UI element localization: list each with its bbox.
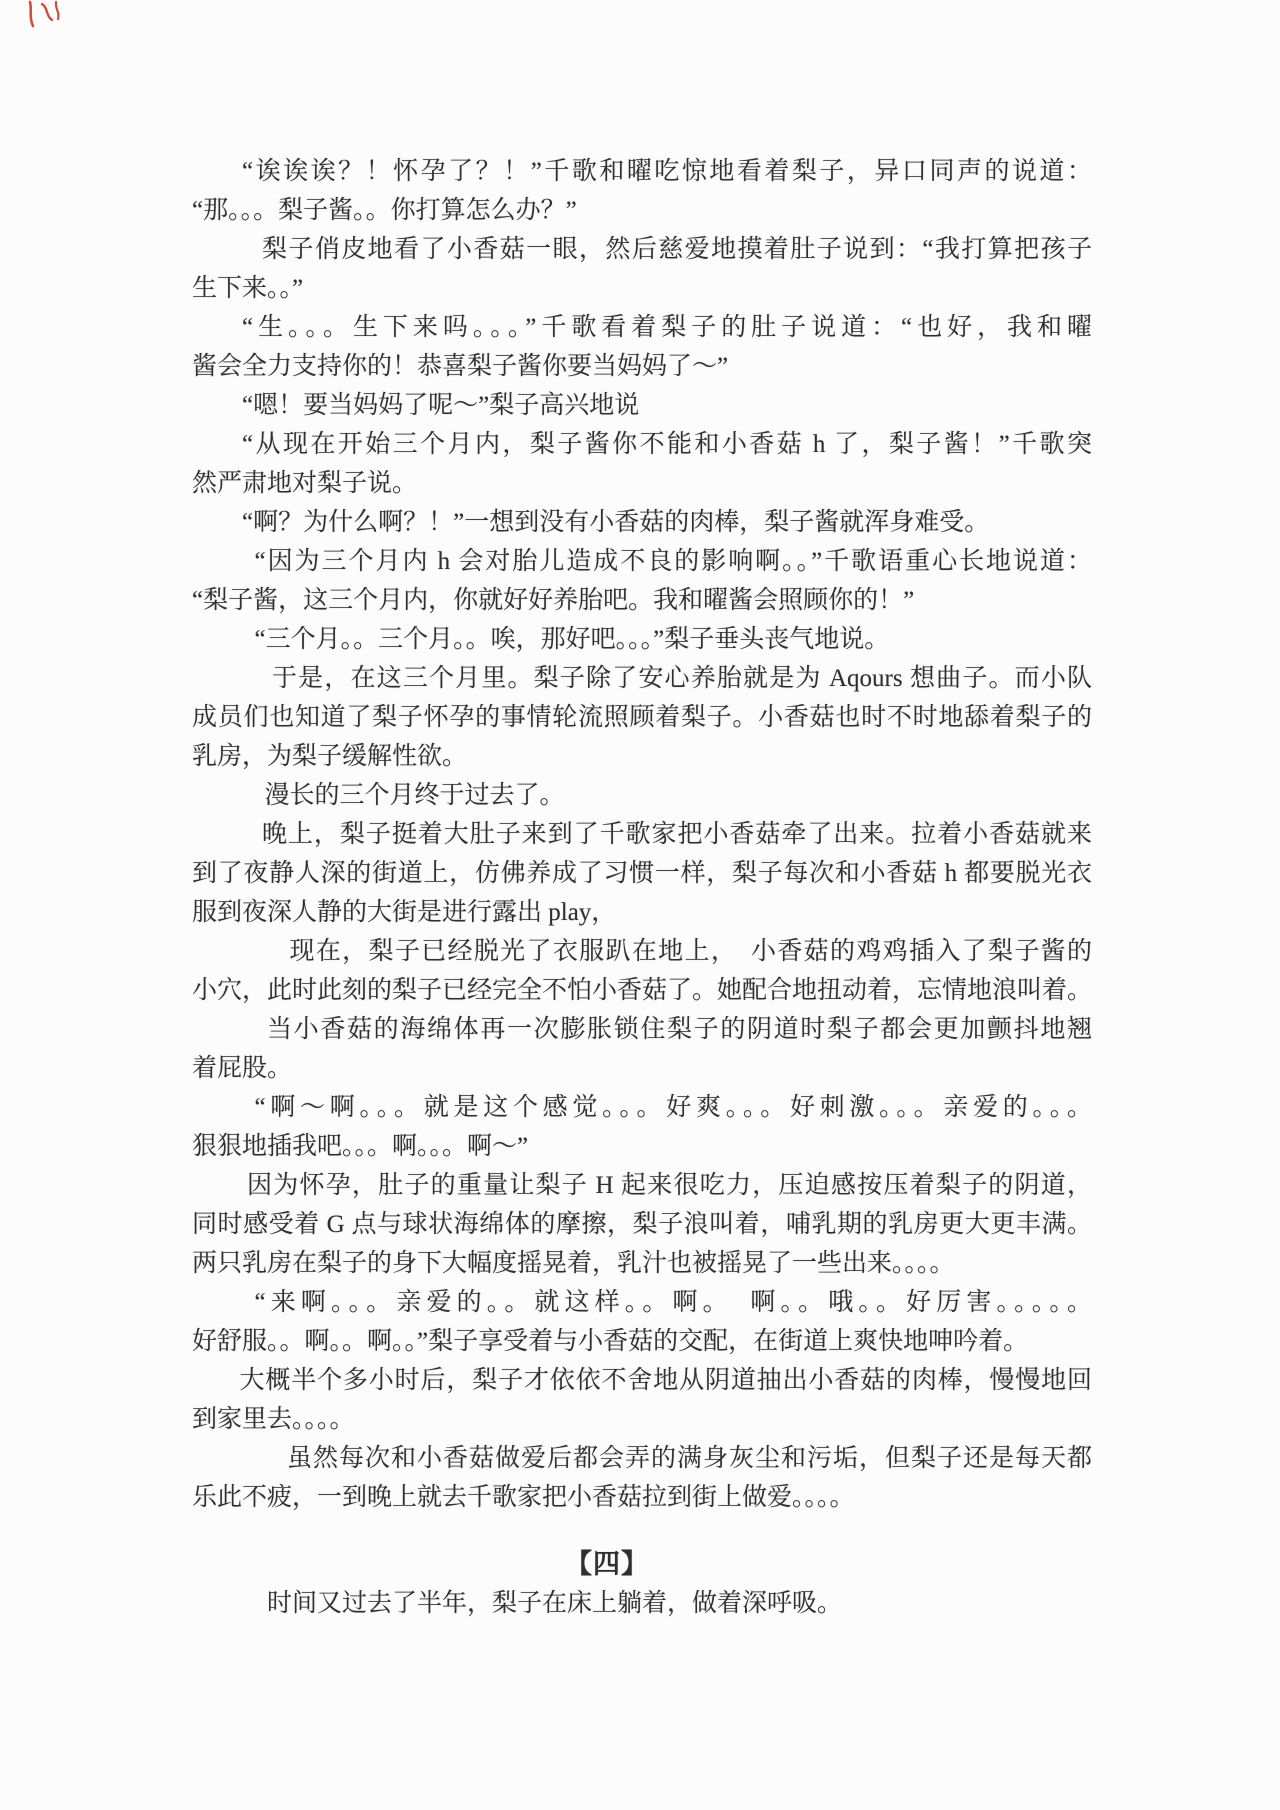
text-line: 同时感受着 G 点与球状海绵体的摩擦，梨子浪叫着，哺乳期的乳房更大更丰满。 bbox=[192, 1211, 1092, 1238]
text-line: 成员们也知道了梨子怀孕的事情轮流照顾着梨子。小香菇也时不时地舔着梨子的 bbox=[192, 704, 1092, 731]
text-line: 酱会全力支持你的！恭喜梨子酱你要当妈妈了～” bbox=[192, 353, 729, 380]
text-line: “那。。。梨子酱。。你打算怎么办？” bbox=[192, 197, 577, 224]
text-line: “来啊。。。亲爱的。。就这样。。啊。 啊。。哦。。好厉害。。。。。 bbox=[254, 1289, 1092, 1316]
text-line: 服到夜深人静的大街是进行露出 play， bbox=[192, 899, 617, 926]
text-line: “生。。。生下来吗。。。”千歌看着梨子的肚子说道：“也好，我和曜 bbox=[242, 314, 1092, 341]
text-line: 虽然每次和小香菇做爱后都会弄的满身灰尘和污垢，但梨子还是每天都 bbox=[287, 1445, 1092, 1472]
text-line: 小穴，此时此刻的梨子已经完全不怕小香菇了。她配合地扭动着，忘情地浪叫着。 bbox=[192, 977, 1093, 1004]
text-line: 着屁股。 bbox=[192, 1055, 293, 1082]
text-line: 晚上，梨子挺着大肚子来到了千歌家把小香菇牵了出来。拉着小香菇就来 bbox=[262, 821, 1092, 848]
text-line: 到家里去。。。。 bbox=[192, 1406, 355, 1433]
text-line: 梨子俏皮地看了小香菇一眼，然后慈爱地摸着肚子说到：“我打算把孩子 bbox=[262, 236, 1092, 263]
text-line: “三个月。。三个月。。唉，那好吧。。。”梨子垂头丧气地说。 bbox=[254, 626, 890, 653]
text-line: 于是，在这三个月里。梨子除了安心养胎就是为 Aqours 想曲子。而小队 bbox=[272, 665, 1092, 692]
text-line: 现在，梨子已经脱光了衣服趴在地上， 小香菇的鸡鸡插入了梨子酱的 bbox=[289, 938, 1092, 965]
red-pen-mark bbox=[22, 0, 76, 36]
text-line: 好舒服。。啊。。啊。。”梨子享受着与小香菇的交配，在街道上爽快地呻吟着。 bbox=[192, 1328, 1029, 1355]
text-line: “诶诶诶？！怀孕了？！”千歌和曜吃惊地看着梨子，异口同声的说道： bbox=[242, 158, 1092, 185]
text-line: “啊？为什么啊？！”一想到没有小香菇的肉棒，梨子酱就浑身难受。 bbox=[242, 509, 990, 536]
text-line: 漫长的三个月终于过去了。 bbox=[264, 782, 565, 809]
text-line: “梨子酱，这三个月内，你就好好养胎吧。我和曜酱会照顾你的！” bbox=[192, 587, 915, 614]
document-body bbox=[192, 152, 1092, 1623]
text-line: “啊～啊。。。就是这个感觉。。。好爽。。。好刺激。。。亲爱的。。。 bbox=[254, 1094, 1092, 1121]
text-line: 生下来。。” bbox=[192, 275, 304, 302]
text-line: 当小香菇的海绵体再一次膨胀锁住梨子的阴道时梨子都会更加颤抖地翘 bbox=[267, 1016, 1092, 1043]
section-heading: 【四】 bbox=[565, 1549, 649, 1579]
text-line: 时间又过去了半年，梨子在床上躺着，做着深呼吸。 bbox=[267, 1590, 843, 1617]
text-line: 因为怀孕，肚子的重量让梨子 H 起来很吃力，压迫感按压着梨子的阴道， bbox=[247, 1172, 1092, 1199]
text-line: 到了夜静人深的街道上，仿佛养成了习惯一样，梨子每次和小香菇 h 都要脱光衣 bbox=[192, 860, 1092, 887]
text-line: “从现在开始三个月内，梨子酱你不能和小香菇 h 了，梨子酱！”千歌突 bbox=[242, 431, 1092, 458]
text-line: 乐此不疲，一到晚上就去千歌家把小香菇拉到街上做爱。。。。 bbox=[192, 1484, 855, 1511]
text-line: 大概半个多小时后，梨子才依依不舍地从阴道抽出小香菇的肉棒，慢慢地回 bbox=[239, 1367, 1092, 1394]
text-line: 乳房，为梨子缓解性欲。 bbox=[192, 743, 468, 770]
text-line: “嗯！要当妈妈了呢～”梨子高兴地说 bbox=[242, 392, 640, 419]
text-line: 狠狠地插我吧。。。啊。。。啊～” bbox=[192, 1133, 529, 1160]
text-line: 然严肃地对梨子说。 bbox=[192, 470, 418, 497]
text-line: “因为三个月内 h 会对胎儿造成不良的影响啊。。”千歌语重心长地说道： bbox=[254, 548, 1092, 575]
text-line: 两只乳房在梨子的身下大幅度摇晃着，乳汁也被摇晃了一些出来。。。。 bbox=[192, 1250, 955, 1277]
